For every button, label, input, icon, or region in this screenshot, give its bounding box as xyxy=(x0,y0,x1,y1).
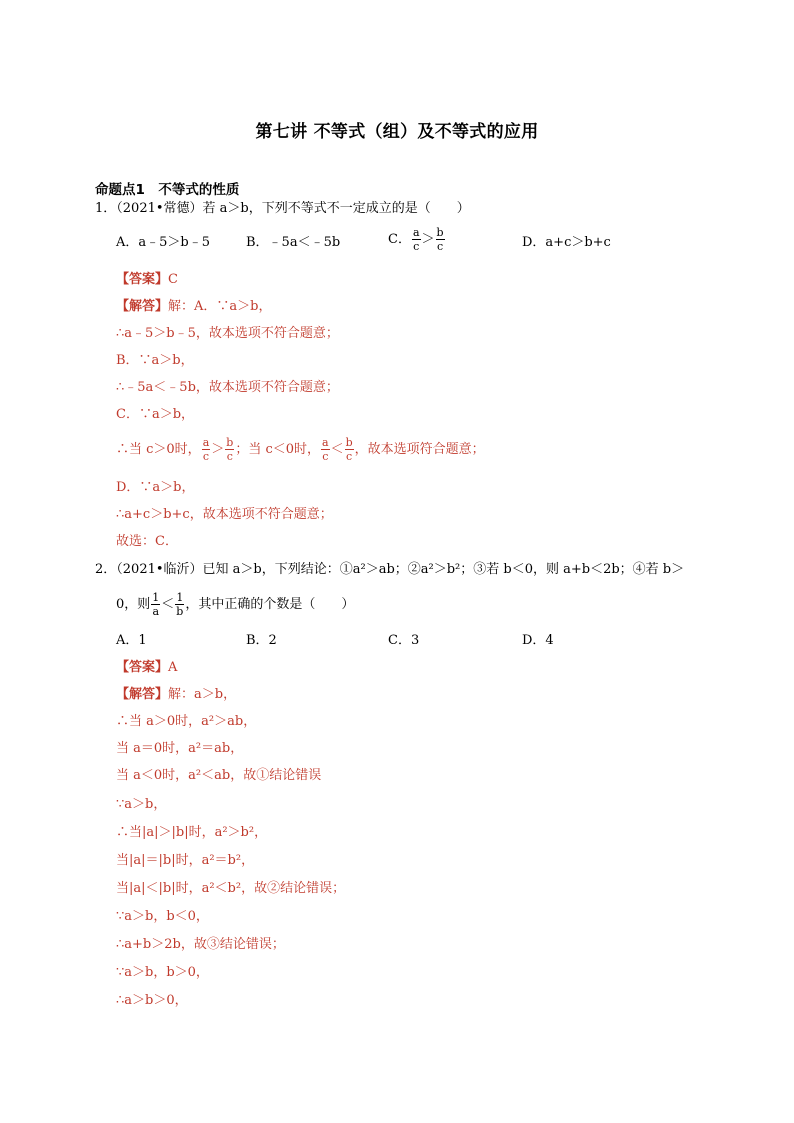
q2-stem-line1: 2．（2021•临沂）已知 a＞b，下列结论：①a²＞ab；②a²＞b²；③若 b＜0，则 a+b＜2b；④若 b＞ xyxy=(95,562,685,577)
frac: $\frac{a}{c}$ xyxy=(322,436,329,463)
q2-solution-line: ∴a＞b＞0， xyxy=(116,993,188,1008)
q1-option-c-frac1: $\frac{a}{c}$ xyxy=(412,226,420,253)
answer-value: A xyxy=(168,660,178,675)
q2-answer xyxy=(116,659,177,677)
q2-option-a: A．1 xyxy=(116,633,147,648)
frac: $\frac{b}{c}$ xyxy=(226,436,234,463)
answer-value: C xyxy=(168,272,178,287)
q2-solution-line: 当 a＜0时，a²＜ab，故①结论错误 xyxy=(116,768,322,783)
frac: $\frac{b}{c}$ xyxy=(345,436,353,463)
q1-solution-line: C．∵a＞b， xyxy=(116,407,195,422)
q1-solution-line: 故选：C． xyxy=(116,534,178,549)
q2-solution-line: ∴当 a＞0时，a²＞ab， xyxy=(116,714,257,729)
q2-option-c: C．3 xyxy=(388,633,420,648)
q1-solution-line: ∴a+c＞b+c，故本选项不符合题意； xyxy=(116,507,333,522)
solution-tag: 【解答】 xyxy=(116,299,169,314)
solution-tag: 【解答】 xyxy=(116,687,169,702)
q1-option-c-label: C． xyxy=(388,232,411,247)
q1-stem: 1．（2021•常德）若 a＞b，下列不等式不一定成立的是（ ） xyxy=(95,201,470,216)
q1-option-c xyxy=(388,226,446,253)
q1-solution-line: D．∵a＞b， xyxy=(116,480,195,495)
q1-answer xyxy=(116,271,178,289)
section-heading: 命题点1 不等式的性质 xyxy=(95,182,240,198)
q1-option-b: B．﹣5a＜﹣5b xyxy=(246,235,341,250)
q2-option-d: D．4 xyxy=(522,633,554,648)
q2-solution-line: ∵a＞b，b＞0， xyxy=(116,965,209,980)
q1-solution-line: B．∵a＞b， xyxy=(116,353,194,368)
frac: $\frac{a}{c}$ xyxy=(202,436,210,463)
q1-solution-line: 【解答】解：A．∵a＞b， xyxy=(116,299,272,314)
q1-solution-line: ∴a﹣5＞b﹣5，故本选项不符合题意； xyxy=(116,326,339,341)
q1-option-a: A．a﹣5＞b﹣5 xyxy=(116,235,211,250)
q2-solution-line: ∵a＞b，b＜0， xyxy=(116,909,209,924)
q1-solution-c-case: ∴当 c＞0时， $\frac{a}{c}$ ＞ $\frac{b}{c}$ ；当 c＜0时， $\frac{a}{c}$ ＜ $\frac{b}{c}$ ，故本选项符合题意； xyxy=(116,436,485,463)
q1-solution-line: ∴﹣5a＜﹣5b，故本选项不符合题意； xyxy=(116,380,339,395)
q2-solution-line: 当|a|＝|b|时，a²＝b²， xyxy=(116,853,255,868)
q1-option-c-relation: ＞ xyxy=(421,232,435,247)
q2-solution-line: ∵a＞b， xyxy=(116,797,167,812)
q2-solution-line: ∴a+b＞2b，故③结论错误； xyxy=(116,937,285,952)
frac: $\frac{1}{a}$ xyxy=(152,591,160,618)
q1-option-c-frac2: $\frac{b}{c}$ xyxy=(436,226,444,253)
frac: $\frac{1}{b}$ xyxy=(176,591,184,618)
q2-option-b: B．2 xyxy=(246,633,277,648)
q1-option-d: D．a+c＞b+c xyxy=(522,235,611,250)
q2-solution-line: 当 a＝0时，a²＝ab， xyxy=(116,741,244,756)
answer-tag: 【答案】 xyxy=(116,272,169,287)
q2-solution-line: ∴当|a|＞|b|时，a²＞b²， xyxy=(116,825,268,840)
q2-solution-line: 当|a|＜|b|时，a²＜b²，故②结论错误； xyxy=(116,881,346,896)
answer-tag: 【答案】 xyxy=(116,660,169,675)
q2-stem-line2: 0，则 $\frac{1}{a}$ ＜ $\frac{1}{b}$ ，其中正确的个数是（ ） xyxy=(116,591,355,618)
page-title: 第七讲 不等式（组）及不等式的应用 xyxy=(255,122,539,142)
q2-solution-line: 【解答】解：a＞b， xyxy=(116,687,237,702)
